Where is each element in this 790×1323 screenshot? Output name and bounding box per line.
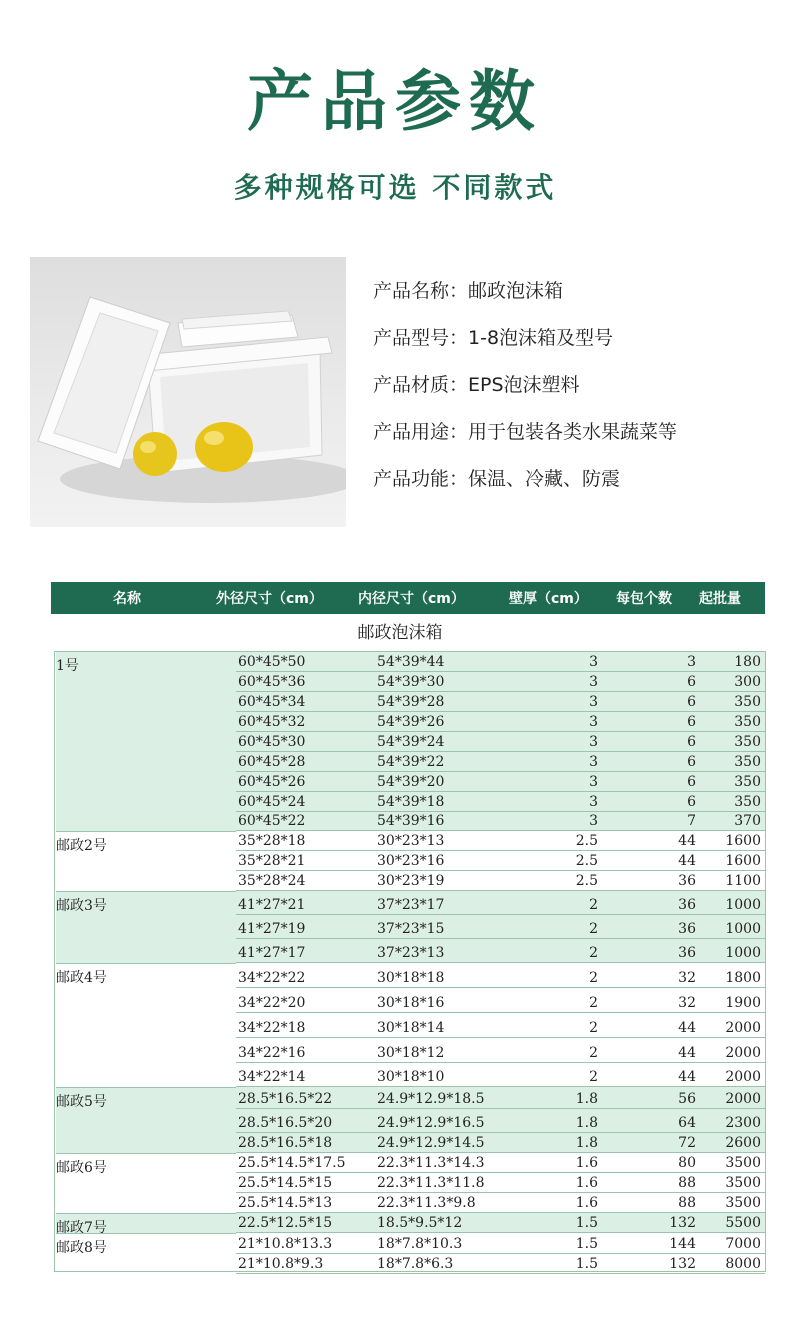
table-row [236,939,765,963]
outer-size-cell: 60*45*32 [238,714,306,730]
inner-size-cell: 18*7.8*10.3 [377,1236,463,1252]
wall-thickness-cell: 2 [589,1020,598,1036]
spec-value: 邮政泡沫箱 [468,280,564,302]
header-moq: 起批量 [699,591,741,607]
inner-size-cell: 54*39*26 [377,714,445,730]
table-row [236,752,765,772]
min-order-cell: 2000 [725,1045,761,1061]
inner-size-cell: 30*18*18 [377,970,445,986]
pack-count-cell: 6 [687,774,696,790]
inner-size-cell: 54*39*24 [377,734,445,750]
min-order-cell: 1900 [725,995,761,1011]
outer-size-cell: 28.5*16.5*18 [238,1135,333,1151]
wall-thickness-cell: 3 [589,754,598,770]
pack-count-cell: 44 [678,1045,696,1061]
min-order-cell: 300 [734,674,761,690]
group-name-cell: 邮政7号 [56,1213,236,1233]
min-order-cell: 350 [734,774,761,790]
product-photo [30,257,346,527]
outer-size-cell: 22.5*12.5*15 [238,1215,333,1231]
table-row [236,1193,765,1213]
spec-value: 1-8泡沫箱及型号 [468,327,614,349]
table-row [236,1254,765,1274]
group-name-cell: 邮政4号 [56,963,236,1087]
pack-count-cell: 72 [678,1135,696,1151]
wall-thickness-cell: 1.5 [575,1256,598,1272]
table-row [236,871,765,891]
pack-count-cell: 88 [678,1195,696,1211]
inner-size-cell: 18.5*9.5*12 [377,1215,463,1231]
spec-list [373,272,773,507]
table-caption: 邮政泡沫箱 [357,623,443,643]
table-row [236,712,765,732]
table-row [236,1153,765,1173]
wall-thickness-cell: 2 [589,1069,598,1085]
outer-size-cell: 60*45*30 [238,734,306,750]
inner-size-cell: 30*18*10 [377,1069,445,1085]
outer-size-cell: 34*22*14 [238,1069,306,1085]
pack-count-cell: 88 [678,1175,696,1191]
inner-size-cell: 18*7.8*6.3 [377,1256,454,1272]
inner-size-cell: 54*39*30 [377,674,445,690]
group-name-cell: 邮政8号 [56,1233,236,1274]
min-order-cell: 2000 [725,1091,761,1107]
header-inner: 内径尺寸（cm） [358,591,465,607]
min-order-cell: 3500 [725,1175,761,1191]
wall-thickness-cell: 3 [589,714,598,730]
outer-size-cell: 28.5*16.5*20 [238,1115,333,1131]
inner-size-cell: 30*18*14 [377,1020,445,1036]
table-row [236,692,765,712]
header-outer: 外径尺寸（cm） [216,591,323,607]
wall-thickness-cell: 1.8 [575,1135,598,1151]
min-order-cell: 3500 [725,1195,761,1211]
group-name-cell: 邮政3号 [56,891,236,963]
wall-thickness-cell: 2 [589,945,598,961]
wall-thickness-cell: 2.5 [575,873,598,889]
table-row [236,1133,765,1153]
wall-thickness-cell: 1.8 [575,1091,598,1107]
wall-thickness-cell: 2 [589,1045,598,1061]
table-row [236,1038,765,1063]
outer-size-cell: 21*10.8*13.3 [238,1236,333,1252]
min-order-cell: 2000 [725,1020,761,1036]
outer-size-cell: 41*27*17 [238,945,306,961]
page-title: 产品参数 [247,63,543,140]
inner-size-cell: 24.9*12.9*16.5 [377,1115,485,1131]
pack-count-cell: 36 [678,921,696,937]
spec-value: 保温、冷藏、防震 [468,468,621,490]
inner-size-cell: 30*18*12 [377,1045,445,1061]
inner-size-cell: 30*23*13 [377,833,445,849]
inner-size-cell: 22.3*11.3*9.8 [377,1195,476,1211]
header-wall: 壁厚（cm） [509,591,588,607]
table-header [51,582,765,614]
pack-count-cell: 32 [678,995,696,1011]
table-row [236,851,765,871]
pack-count-cell: 44 [678,853,696,869]
pack-count-cell: 6 [687,694,696,710]
outer-size-cell: 60*45*24 [238,794,306,810]
table-row [236,672,765,692]
spec-label: 产品功能： [373,468,469,490]
outer-size-cell: 35*28*24 [238,873,306,889]
wall-thickness-cell: 2.5 [575,853,598,869]
table-row [236,891,765,915]
wall-thickness-cell: 3 [589,813,598,829]
inner-size-cell: 24.9*12.9*18.5 [377,1091,485,1107]
group-name-cell: 邮政2号 [56,831,236,891]
pack-count-cell: 6 [687,714,696,730]
outer-size-cell: 60*45*28 [238,754,306,770]
pack-count-cell: 132 [669,1256,696,1272]
min-order-cell: 7000 [725,1236,761,1252]
wall-thickness-cell: 3 [589,734,598,750]
spec-label: 产品材质： [373,374,469,396]
inner-size-cell: 54*39*18 [377,794,445,810]
inner-size-cell: 30*23*16 [377,853,445,869]
table-row [236,1087,765,1109]
outer-size-cell: 60*45*36 [238,674,306,690]
pack-count-cell: 44 [678,1069,696,1085]
pack-count-cell: 3 [687,654,696,670]
min-order-cell: 1800 [725,970,761,986]
group-name-cell: 1号 [56,652,236,831]
inner-size-cell: 37*23*15 [377,921,445,937]
outer-size-cell: 41*27*21 [238,897,306,913]
inner-size-cell: 37*23*17 [377,897,445,913]
group-name-cell: 邮政6号 [56,1153,236,1213]
outer-size-cell: 21*10.8*9.3 [238,1256,324,1272]
outer-size-cell: 41*27*19 [238,921,306,937]
table-row [236,831,765,851]
outer-size-cell: 60*45*34 [238,694,306,710]
outer-size-cell: 34*22*18 [238,1020,306,1036]
min-order-cell: 350 [734,734,761,750]
pack-count-cell: 36 [678,873,696,889]
pack-count-cell: 64 [678,1115,696,1131]
pack-count-cell: 6 [687,754,696,770]
table-row [236,1233,765,1254]
wall-thickness-cell: 3 [589,674,598,690]
min-order-cell: 2000 [725,1069,761,1085]
pack-count-cell: 144 [669,1236,696,1252]
min-order-cell: 2300 [725,1115,761,1131]
wall-thickness-cell: 2 [589,970,598,986]
spec-row-material [373,366,773,413]
min-order-cell: 1000 [725,945,761,961]
table-row [236,792,765,812]
inner-size-cell: 30*18*16 [377,995,445,1011]
table-row [236,812,765,831]
pack-count-cell: 6 [687,794,696,810]
header-name: 名称 [113,591,141,607]
table-row [236,652,765,672]
header-pack: 每包个数 [616,591,672,607]
table-row [236,963,765,988]
min-order-cell: 180 [734,654,761,670]
pack-count-cell: 32 [678,970,696,986]
spec-row-model [373,319,773,366]
outer-size-cell: 25.5*14.5*15 [238,1175,333,1191]
outer-size-cell: 60*45*26 [238,774,306,790]
min-order-cell: 8000 [725,1256,761,1272]
table-row [236,1109,765,1133]
min-order-cell: 350 [734,714,761,730]
min-order-cell: 1000 [725,921,761,937]
min-order-cell: 350 [734,694,761,710]
wall-thickness-cell: 3 [589,654,598,670]
wall-thickness-cell: 1.8 [575,1115,598,1131]
min-order-cell: 1600 [725,853,761,869]
table-row [236,732,765,752]
wall-thickness-cell: 3 [589,774,598,790]
inner-size-cell: 54*39*22 [377,754,445,770]
min-order-cell: 3500 [725,1155,761,1171]
page-subtitle: 多种规格可选 不同款式 [233,171,557,204]
spec-label: 产品用途： [373,421,469,443]
outer-size-cell: 35*28*18 [238,833,306,849]
inner-size-cell: 54*39*28 [377,694,445,710]
outer-size-cell: 28.5*16.5*22 [238,1091,333,1107]
inner-size-cell: 54*39*44 [377,654,445,670]
pack-count-cell: 56 [678,1091,696,1107]
inner-size-cell: 54*39*16 [377,813,445,829]
outer-size-cell: 34*22*16 [238,1045,306,1061]
min-order-cell: 1100 [725,873,761,889]
wall-thickness-cell: 2 [589,921,598,937]
pack-count-cell: 7 [687,813,696,829]
table-row [236,1173,765,1193]
table-row [236,772,765,792]
spec-label: 产品名称： [373,280,469,302]
spec-row-usage [373,413,773,460]
group-name-cell: 邮政5号 [56,1087,236,1153]
table-row [236,1013,765,1038]
min-order-cell: 1600 [725,833,761,849]
inner-size-cell: 22.3*11.3*14.3 [377,1155,485,1171]
inner-size-cell: 54*39*20 [377,774,445,790]
wall-thickness-cell: 3 [589,794,598,810]
table-row [236,988,765,1013]
spec-row-name [373,272,773,319]
pack-count-cell: 80 [678,1155,696,1171]
inner-size-cell: 30*23*19 [377,873,445,889]
pack-count-cell: 44 [678,1020,696,1036]
pack-count-cell: 6 [687,734,696,750]
wall-thickness-cell: 1.5 [575,1215,598,1231]
wall-thickness-cell: 1.6 [575,1175,598,1191]
wall-thickness-cell: 2.5 [575,833,598,849]
inner-size-cell: 37*23*13 [377,945,445,961]
outer-size-cell: 35*28*21 [238,853,306,869]
pack-count-cell: 36 [678,897,696,913]
min-order-cell: 1000 [725,897,761,913]
min-order-cell: 350 [734,754,761,770]
min-order-cell: 5500 [725,1215,761,1231]
wall-thickness-cell: 1.5 [575,1236,598,1252]
spec-label: 产品型号： [373,327,469,349]
spec-value: EPS泡沫塑料 [468,374,580,396]
table-row [236,1213,765,1233]
min-order-cell: 2600 [725,1135,761,1151]
outer-size-cell: 34*22*22 [238,970,306,986]
inner-size-cell: 24.9*12.9*14.5 [377,1135,485,1151]
inner-size-cell: 22.3*11.3*11.8 [377,1175,485,1191]
outer-size-cell: 25.5*14.5*17.5 [238,1155,346,1171]
pack-count-cell: 132 [669,1215,696,1231]
wall-thickness-cell: 3 [589,694,598,710]
wall-thickness-cell: 1.6 [575,1155,598,1171]
pack-count-cell: 36 [678,945,696,961]
table-row [236,915,765,939]
wall-thickness-cell: 1.6 [575,1195,598,1211]
outer-size-cell: 34*22*20 [238,995,306,1011]
outer-size-cell: 60*45*22 [238,813,306,829]
outer-size-cell: 25.5*14.5*13 [238,1195,333,1211]
wall-thickness-cell: 2 [589,897,598,913]
table-row [236,1063,765,1087]
pack-count-cell: 44 [678,833,696,849]
min-order-cell: 350 [734,794,761,810]
spec-row-function [373,460,773,507]
pack-count-cell: 6 [687,674,696,690]
min-order-cell: 370 [734,813,761,829]
outer-size-cell: 60*45*50 [238,654,306,670]
spec-value: 用于包装各类水果蔬菜等 [468,421,678,443]
wall-thickness-cell: 2 [589,995,598,1011]
